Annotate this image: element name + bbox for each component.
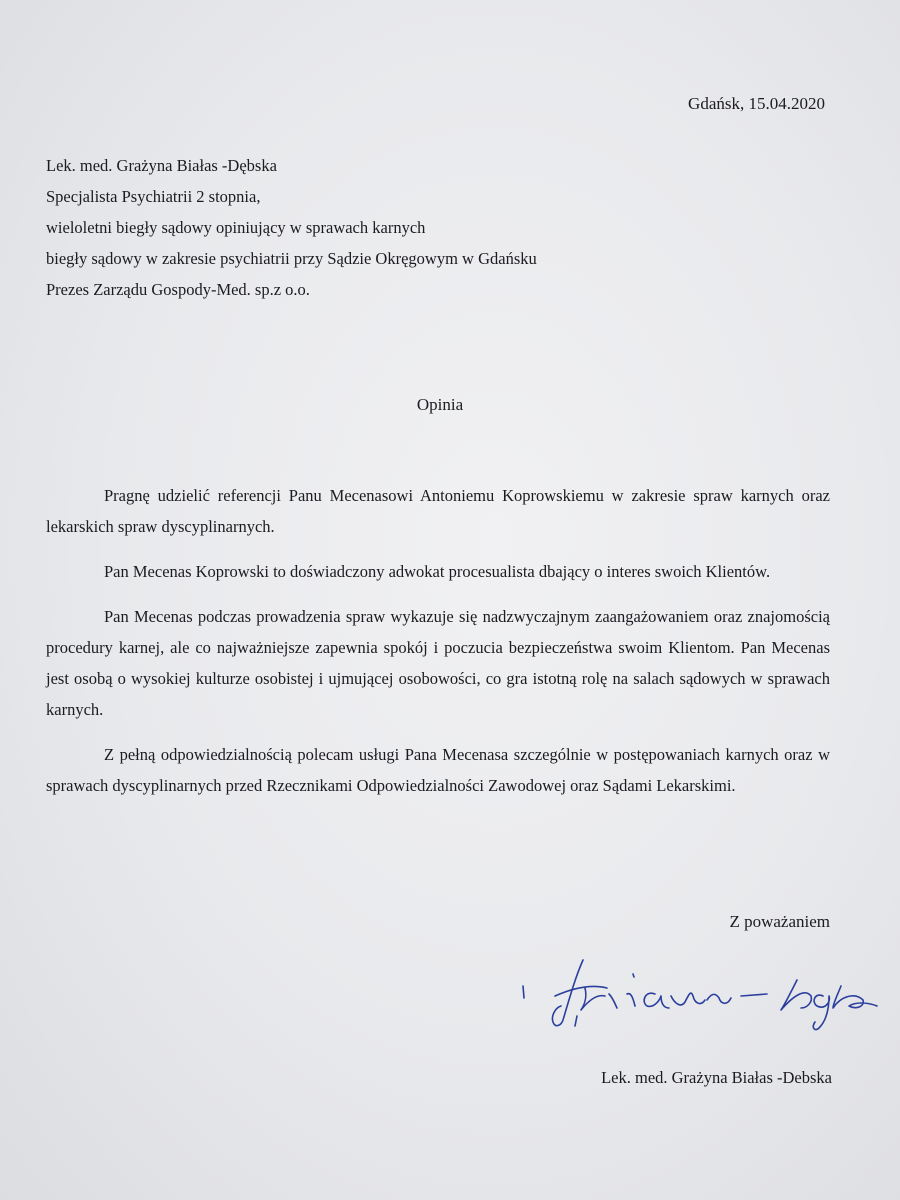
sender-role-expert: wieloletni biegły sądowy opiniujący w sprawach karnych [46,218,426,237]
signer-name: Lek. med. Grażyna Białas -Debska [601,1068,832,1087]
paragraph-qualities: Pan Mecenas podczas prowadzenia spraw wykazuje się nadzwyczajnym zaangażowaniem oraz znajomością procedury karnej, ale co najważniejsze zapewnia spokój i poczucia bezpieczeństwa swoim Klientom. Pan Mecenas jest osobą o wysokiej kulturze osobistej i ujmującej osobowości, co gra istotną rolę na salach sądowych w sprawach karnych. [46,607,830,719]
sender-role-company: Prezes Zarządu Gospody-Med. sp.z o.o. [46,280,310,299]
place-date: Gdańsk, 15.04.2020 [688,94,825,113]
paragraph-reference: Pragnę udzielić referencji Panu Mecenasowi Antoniemu Koprowskiemu w zakresie spraw karnych oraz lekarskich spraw dyscyplinarnych. [46,486,830,536]
paragraph-recommendation: Z pełną odpowiedzialnością polecam usługi Pana Mecenasa szczególnie w postępowaniach karnych oraz w sprawach dyscyplinarnych przed Rzecznikami Odpowiedzialności Zawodowej oraz Sądami Lekarskimi. [46,745,830,795]
document-title: Opinia [416,395,464,414]
paragraph-experience: Pan Mecenas Koprowski to doświadczony adwokat procesualista dbający o interes swoich Klientów. [104,562,771,581]
sender-name: Lek. med. Grażyna Białas -Dębska [46,156,277,175]
handwritten-signature [515,948,890,1038]
letter-body [46,480,830,815]
signature-drawing [515,948,890,1038]
closing-salutation: Z poważaniem [729,912,830,931]
sender-specialty: Specjalista Psychiatrii 2 stopnia, [46,187,261,206]
sender-role-court: biegły sądowy w zakresie psychiatrii przy Sądzie Okręgowym w Gdańsku [46,249,537,268]
sender-block [46,150,537,305]
